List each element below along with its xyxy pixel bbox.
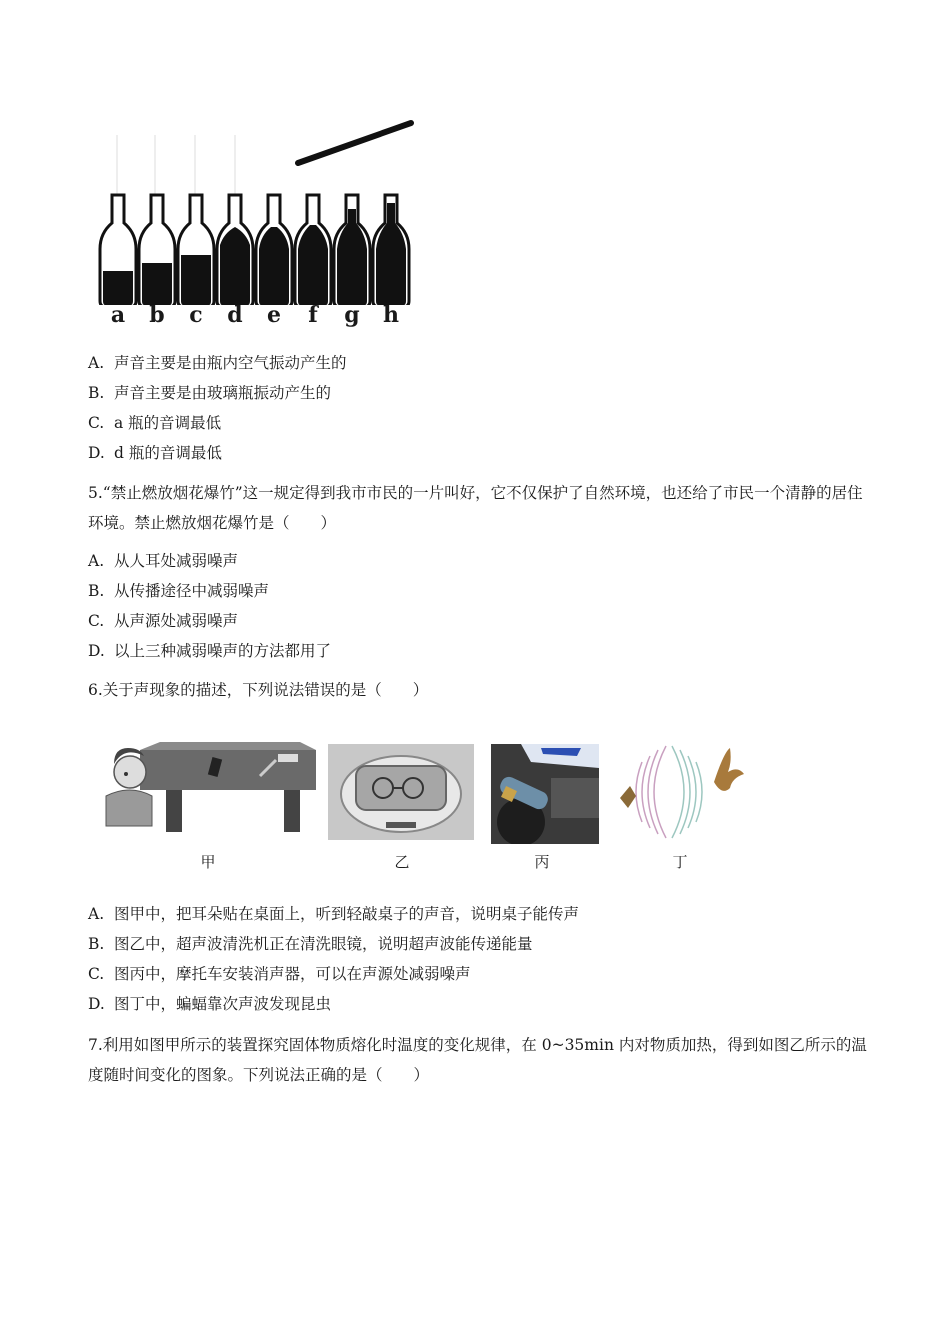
q4-option-c: C. a 瓶的音调最低 (88, 414, 222, 432)
q6-option-a: A. 图甲中，把耳朵贴在桌面上，听到轻敲桌子的声音，说明桌子能传声 (88, 905, 580, 923)
caption-yi: 乙 (394, 853, 410, 871)
q5-option-a: A. 从人耳处减弱噪声 (88, 552, 239, 570)
bottle-g (334, 195, 370, 305)
bottle-label-h: h (383, 302, 399, 328)
bottle-label-g: g (344, 302, 360, 328)
bottle-label-a: a (110, 302, 126, 328)
bottle-c (178, 195, 214, 305)
figure-jia (100, 742, 320, 834)
caption-ding: 丁 (672, 853, 688, 871)
q5-option-d: D. 以上三种减弱噪声的方法都用了 (88, 642, 332, 660)
bottle-a (100, 195, 136, 305)
caption-jia: 甲 (200, 853, 216, 871)
q5-option-c: C. 从声源处减弱噪声 (88, 612, 239, 630)
bottles-figure (95, 115, 425, 305)
bottle-d (217, 195, 253, 305)
bottle-label-b: b (149, 302, 165, 328)
bottle-e (256, 195, 292, 305)
bottle-label-f: f (308, 302, 318, 328)
q6-stem: 6.关于声现象的描述，下列说法错误的是（ ） (88, 681, 429, 699)
q4-option-d: D. d 瓶的音调最低 (88, 444, 222, 462)
q6-option-d: D. 图丁中，蝙蝠靠次声波发现昆虫 (88, 995, 332, 1013)
bottle-label-e: e (267, 302, 281, 328)
figure-bing (491, 744, 599, 844)
q4-option-b: B. 声音主要是由玻璃瓶振动产生的 (88, 384, 332, 402)
bottle-label-d: d (227, 302, 243, 328)
bottle-h (373, 195, 409, 305)
q5-option-b: B. 从传播途径中减弱噪声 (88, 582, 270, 600)
figure-ding (612, 742, 752, 842)
q6-option-c: C. 图丙中，摩托车安装消声器，可以在声源处减弱噪声 (88, 965, 471, 983)
q5-stem: 5.“禁止燃放烟花爆竹”这一规定得到我市市民的一片叫好，它不仅保护了自然环境，也还给了市民一个清静的居住环境。禁止燃放烟花爆竹是（ ） (88, 484, 863, 532)
q7-stem: 7.利用如图甲所示的装置探究固体物质熔化时温度的变化规律，在 0~35min 内对物质加热，得到如图乙所示的温度随时间变化的图象。下列说法正确的是（ ） (88, 1036, 867, 1084)
figure-yi (328, 744, 474, 840)
caption-bing: 丙 (534, 853, 550, 871)
bottle-label-c: c (189, 302, 203, 328)
bottle-b (139, 195, 175, 305)
bottle-f (295, 195, 331, 305)
q4-option-a: A. 声音主要是由瓶内空气振动产生的 (88, 354, 347, 372)
q6-option-b: B. 图乙中，超声波清洗机正在清洗眼镜，说明超声波能传递能量 (88, 935, 533, 953)
striking-rod (298, 123, 411, 163)
